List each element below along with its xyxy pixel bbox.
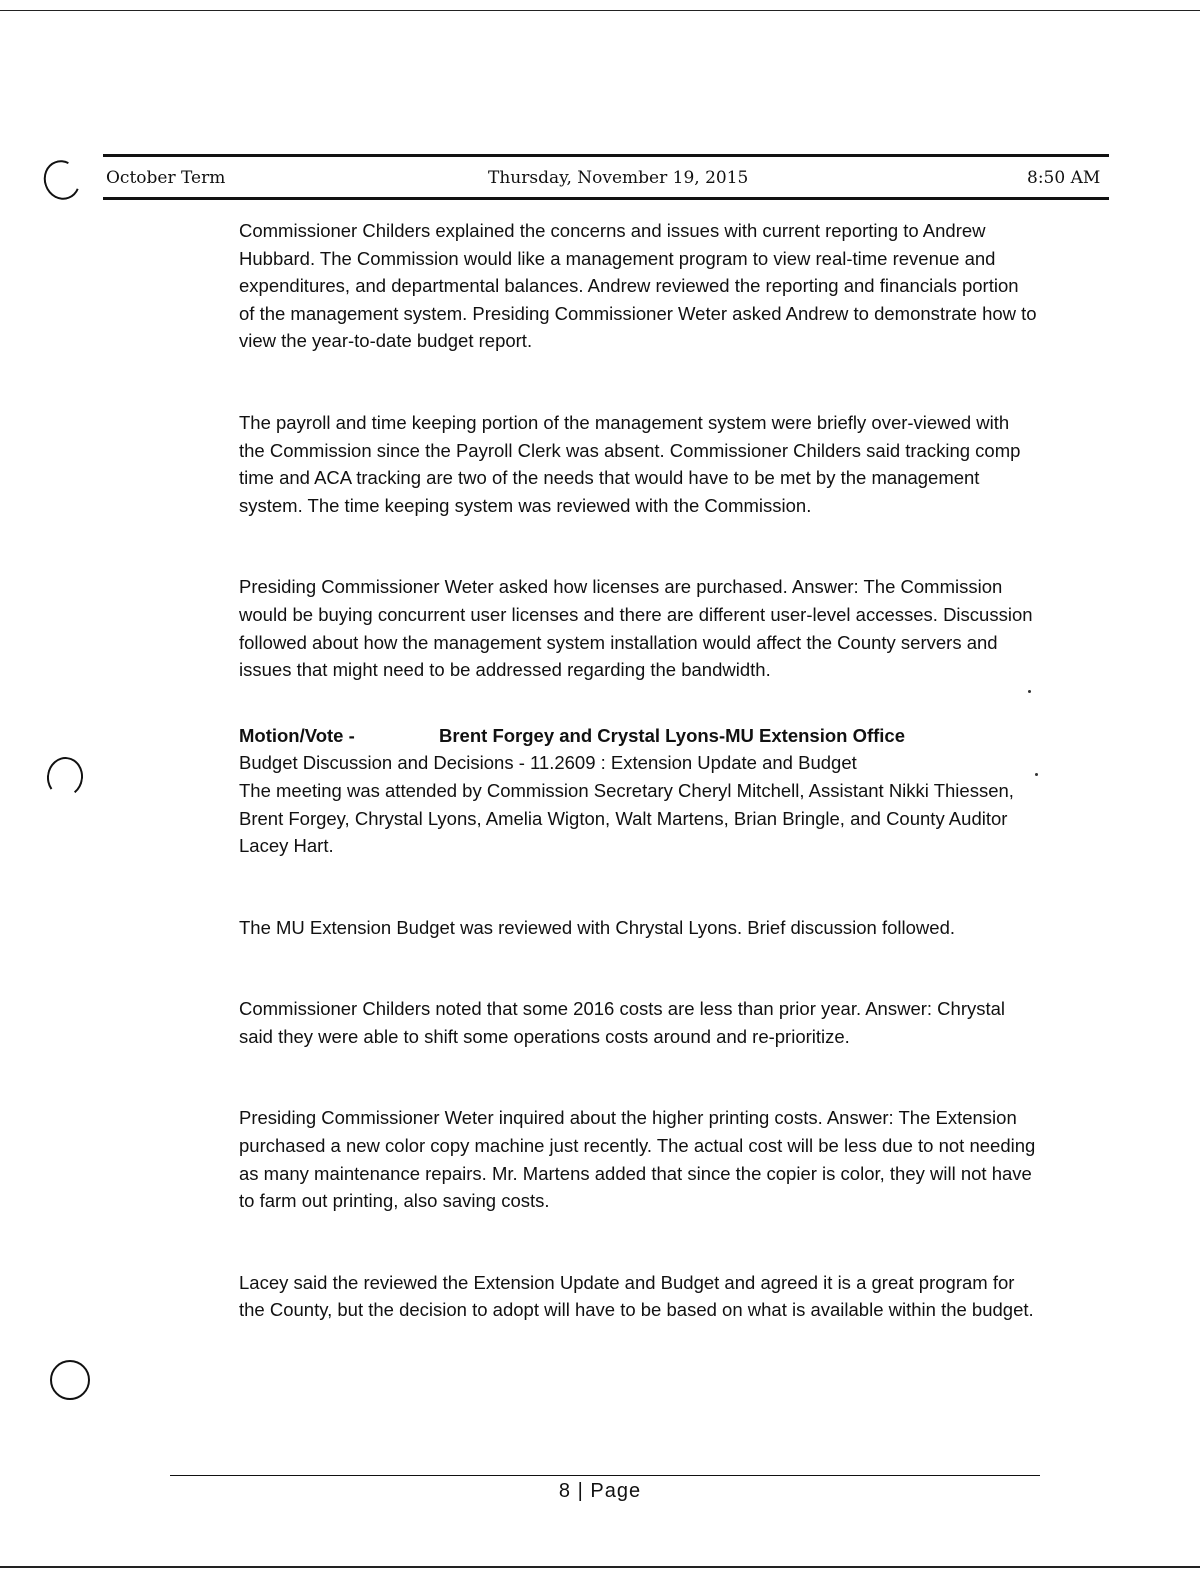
minutes-body xyxy=(239,217,1039,1324)
footer-rule xyxy=(170,1475,1040,1476)
paragraph-attendance: The meeting was attended by Commission Secretary Cheryl Mitchell, Assistant Nikki Thiessen, Brent Forgey, Chrystal Lyons, Amelia Wigton, Walt Martens, Brian Bringle, and County Auditor Lacey Hart. xyxy=(239,779,1014,857)
paragraph-licenses: Presiding Commissioner Weter asked how licenses are purchased. Answer: The Commission would be buying concurrent user licenses and there are different user-level accesses. Discussion followed about how the management system installation would affect the County servers and issues that might need to be addressed regarding the bandwidth. xyxy=(239,576,1033,681)
budget-line: Budget Discussion and Decisions - 11.2609 : Extension Update and Budget xyxy=(239,752,857,774)
page-bottom-border xyxy=(0,1566,1200,1568)
page-top-border xyxy=(0,10,1200,11)
binder-hole-middle-icon xyxy=(44,755,85,800)
page-number: 8 | Page xyxy=(558,1480,642,1502)
header-date: Thursday, November 19, 2015 xyxy=(488,168,749,188)
motion-title: Motion/Vote - xyxy=(239,724,355,746)
paragraph-costs: Commissioner Childers noted that some 2016 costs are less than prior year. Answer: Chrystal said they were able to shift some operations costs around and re-prioritize. xyxy=(239,998,1006,1047)
scan-speck xyxy=(1028,690,1031,693)
motion-subject: Brent Forgey and Crystal Lyons-MU Extension Office xyxy=(439,724,906,746)
header-rule-top xyxy=(103,154,1109,157)
header-rule-bottom xyxy=(103,197,1109,200)
paragraph-mu-budget: The MU Extension Budget was reviewed with Chrystal Lyons. Brief discussion followed. xyxy=(239,916,955,938)
binder-hole-top-icon xyxy=(38,155,86,205)
paragraph-payroll: The payroll and time keeping portion of the management system were briefly over-viewed with the Commission since the Payroll Clerk was absent. Commissioner Childers said tracking comp time and ACA tracking are two of the needs that would have to be met by the management system. The time keeping system was reviewed with the Commission. xyxy=(239,411,1021,516)
header-time: 8:50 AM xyxy=(1027,168,1101,188)
scan-speck xyxy=(1035,773,1038,776)
motion-heading xyxy=(239,722,1039,750)
paragraph-reporting: Commissioner Childers explained the concerns and issues with current reporting to Andrew Hubbard. The Commission would like a management program to view real-time revenue and expenditures, and departmental balances. Andrew reviewed the reporting and financials portion of the management system. Presiding Commissioner Weter asked Andrew to demonstrate how to view the year-to-date budget report. xyxy=(239,220,1037,352)
paragraph-printing: Presiding Commissioner Weter inquired about the higher printing costs. Answer: The Extension purchased a new color copy machine just recently. The actual cost will be less due to not needing as many maintenance repairs. Mr. Martens added that since the copier is color, they will not have to farm out printing, also saving costs. xyxy=(239,1107,1036,1212)
header-term: October Term xyxy=(106,168,226,188)
binder-hole-bottom-icon xyxy=(50,1360,90,1400)
paragraph-lacey: Lacey said the reviewed the Extension Update and Budget and agreed it is a great program for the County, but the decision to adopt will have to be based on what is available within the budget. xyxy=(239,1271,1034,1321)
